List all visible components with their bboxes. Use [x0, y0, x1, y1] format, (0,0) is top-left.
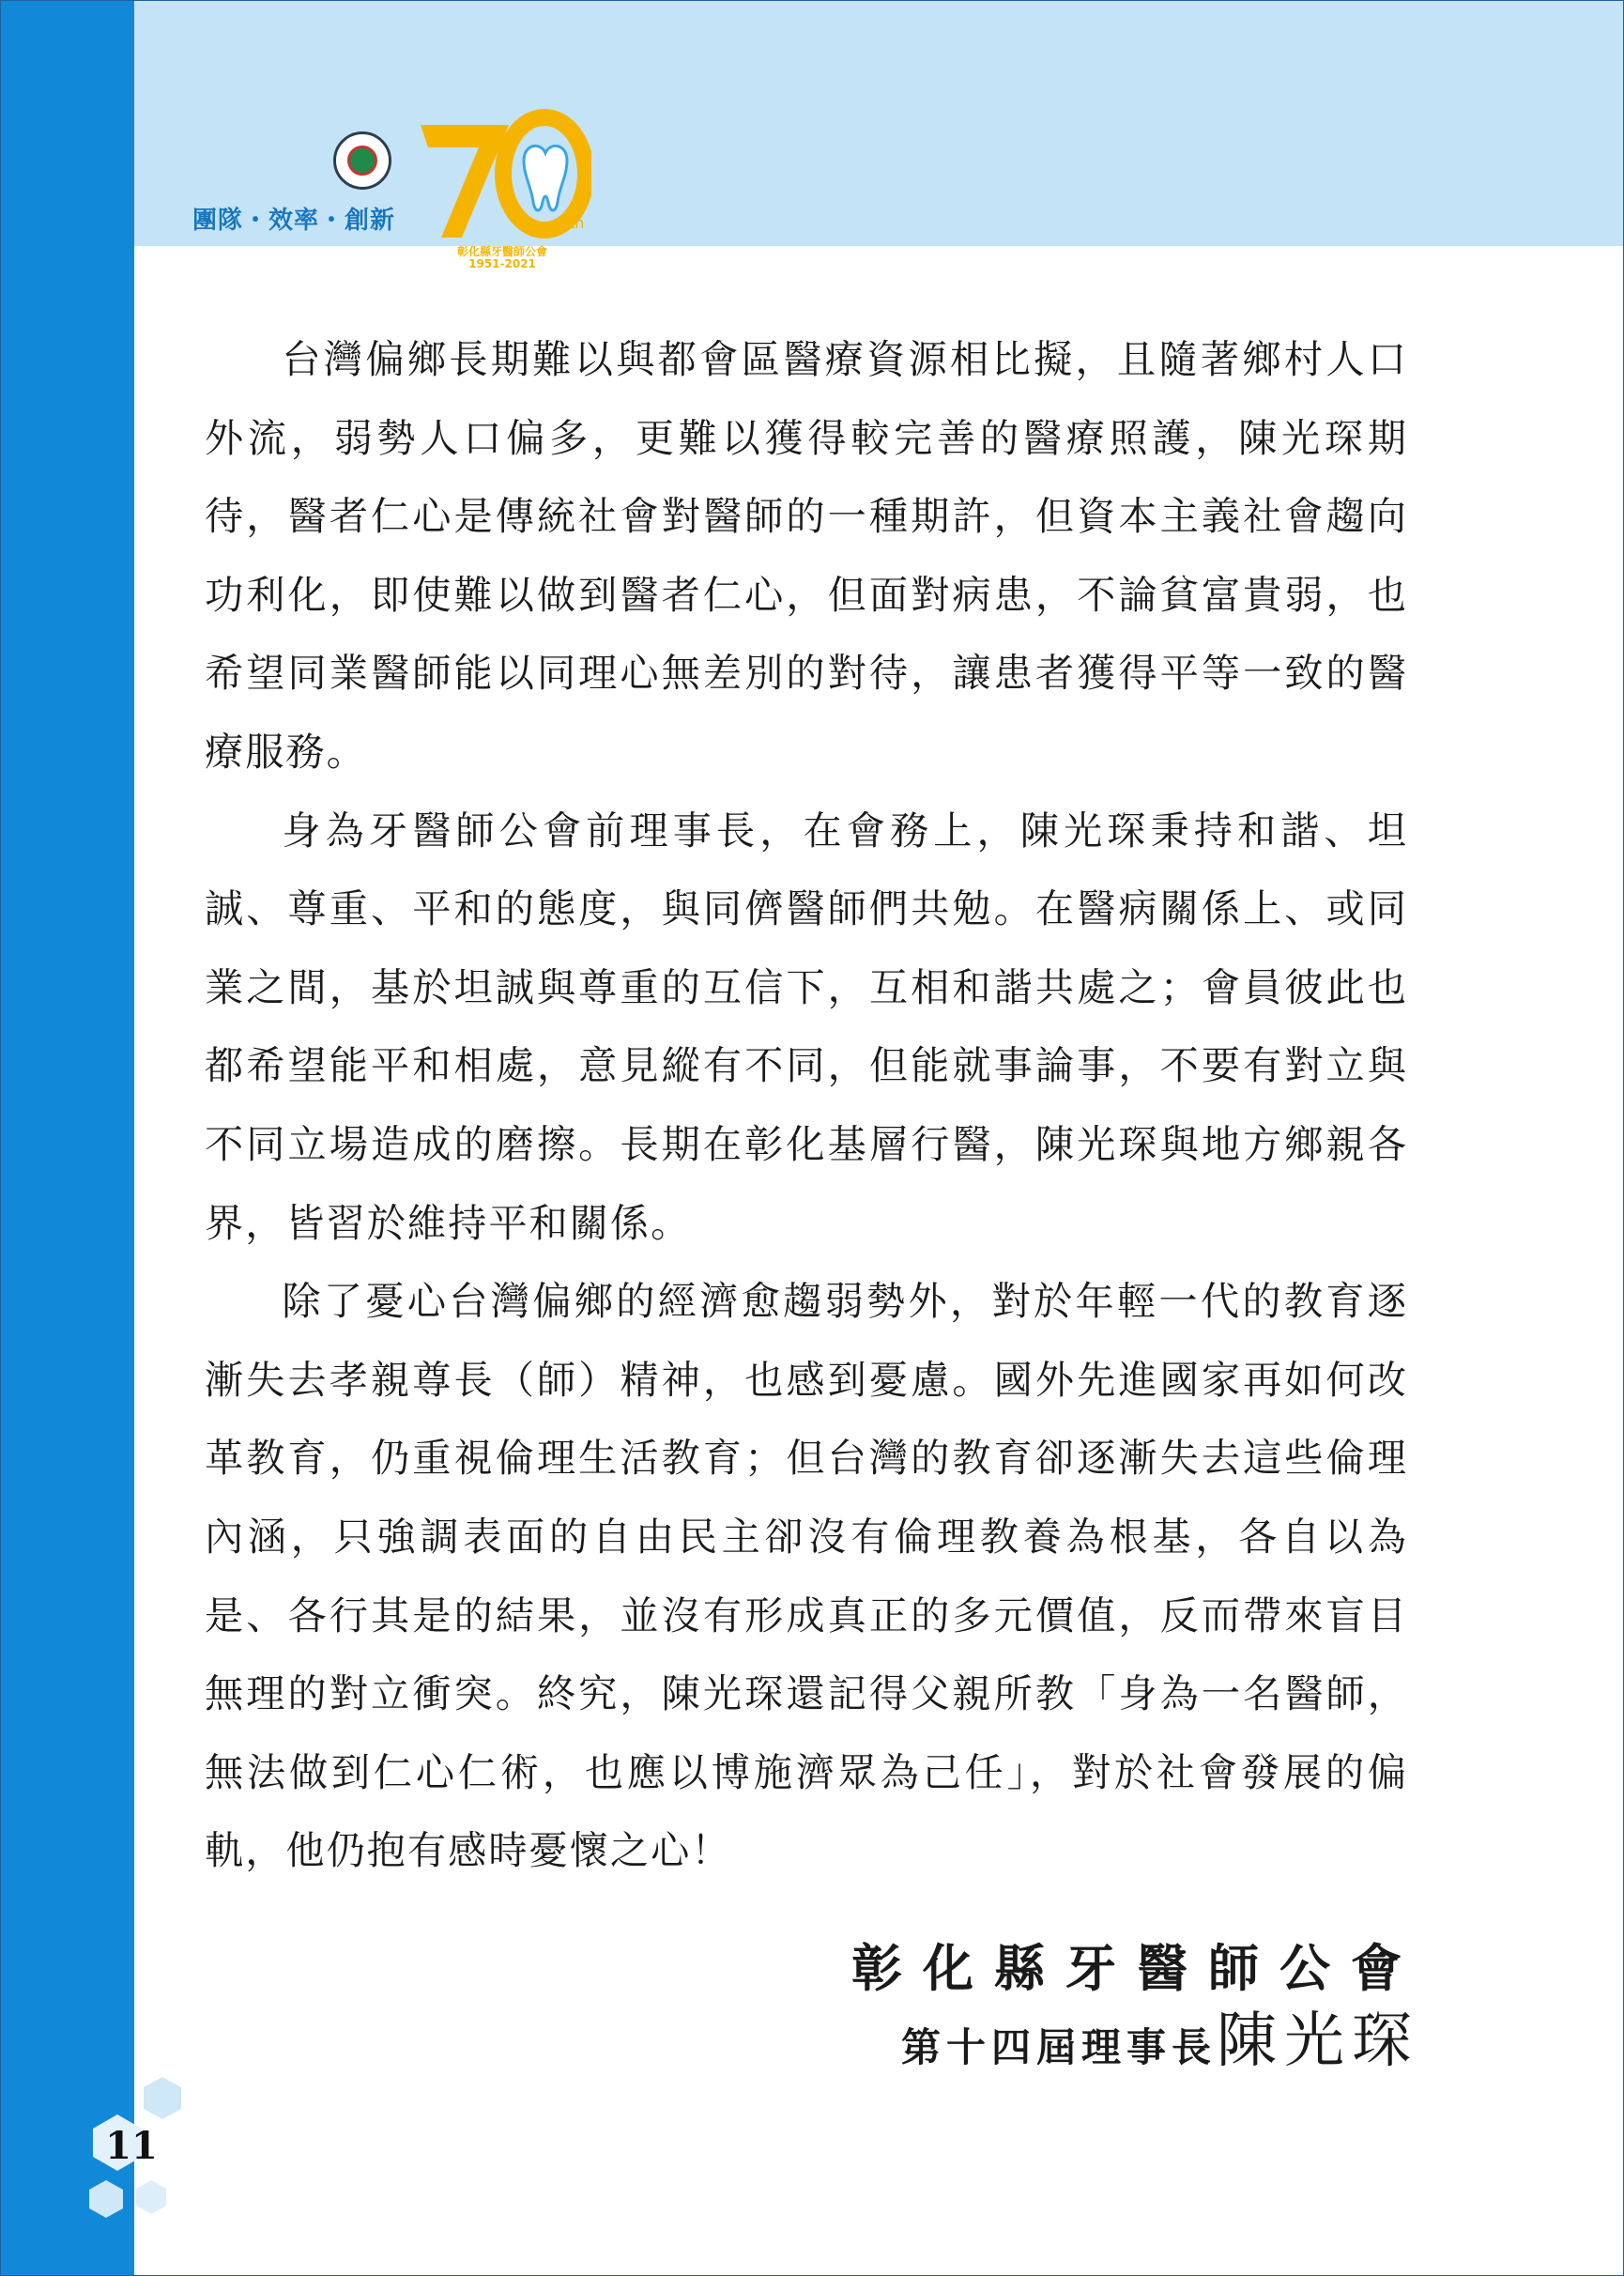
- article-paragraph: 除了憂心台灣偏鄉的經濟愈趨弱勢外，對於年輕一代的教育逐漸失去孝親尊長（師）精神，也感到憂慮。國外先進國家再如何改革教育，仍重視倫理生活教育；但台灣的教育卻逐漸失去這些倫理內涵，只強調表面的自由民主卻沒有倫理教養為根基，各自以為是、各行其是的結果，並沒有形成真正的多元價值，反而帶來盲目無理的對立衝突。終究，陳光琛還記得父親所教「身為一名醫師，無法做到仁心仁術，也應以博施濟眾為己任」，對於社會發展的偏軌，他仍抱有感時憂懷之心！: [205, 1279, 1408, 1874]
- signature-organization: 彰化縣牙醫師公會: [851, 1938, 1422, 1998]
- left-sidebar-stripe: [0, 0, 134, 2276]
- header-slogan: 團隊・效率・創新: [192, 207, 396, 235]
- anniversary-suffix: th: [569, 214, 585, 232]
- article-paragraph: 台灣偏鄉長期難以與都會區醫療資源相比擬，且隨著鄉村人口外流，弱勢人口偏多，更難以獲得較完善的醫療照護，陳光琛期待，醫者仁心是傳統社會對醫師的一種期許，但資本主義社會趨向功利化，即使難以做到醫者仁心，但面對病患，不論貧富貴弱，也希望同業醫師能以同理心無差別的對待，讓患者獲得平等一致的醫療服務。: [205, 337, 1408, 775]
- article-paragraph: 身為牙醫師公會前理事長，在會務上，陳光琛秉持和諧、坦誠、尊重、平和的態度，與同儕醫師們共勉。在醫病關係上、或同業之間，基於坦誠與尊重的互信下，互相和諧共處之；會員彼此也都希望能平和相處，意見縱有不同，但能就事論事，不要有對立與不同立場造成的磨擦。長期在彰化基層行醫，陳光琛與地方鄉親各界，皆習於維持平和關係。: [205, 807, 1408, 1246]
- anniversary-caption: [441, 246, 563, 270]
- signature-name: 陳光琛: [1217, 2007, 1419, 2076]
- association-seal-icon: [333, 131, 391, 190]
- signature-title: 第十四屆理事長: [900, 2024, 1217, 2070]
- page-number: 11: [105, 2124, 158, 2168]
- header-logo: [188, 122, 585, 282]
- anniversary-years: 1951-2021: [468, 257, 536, 270]
- anniversary-org: 彰化縣牙醫師公會: [456, 245, 547, 258]
- signature-line: [901, 1992, 1419, 2079]
- article-body: [205, 321, 1408, 1891]
